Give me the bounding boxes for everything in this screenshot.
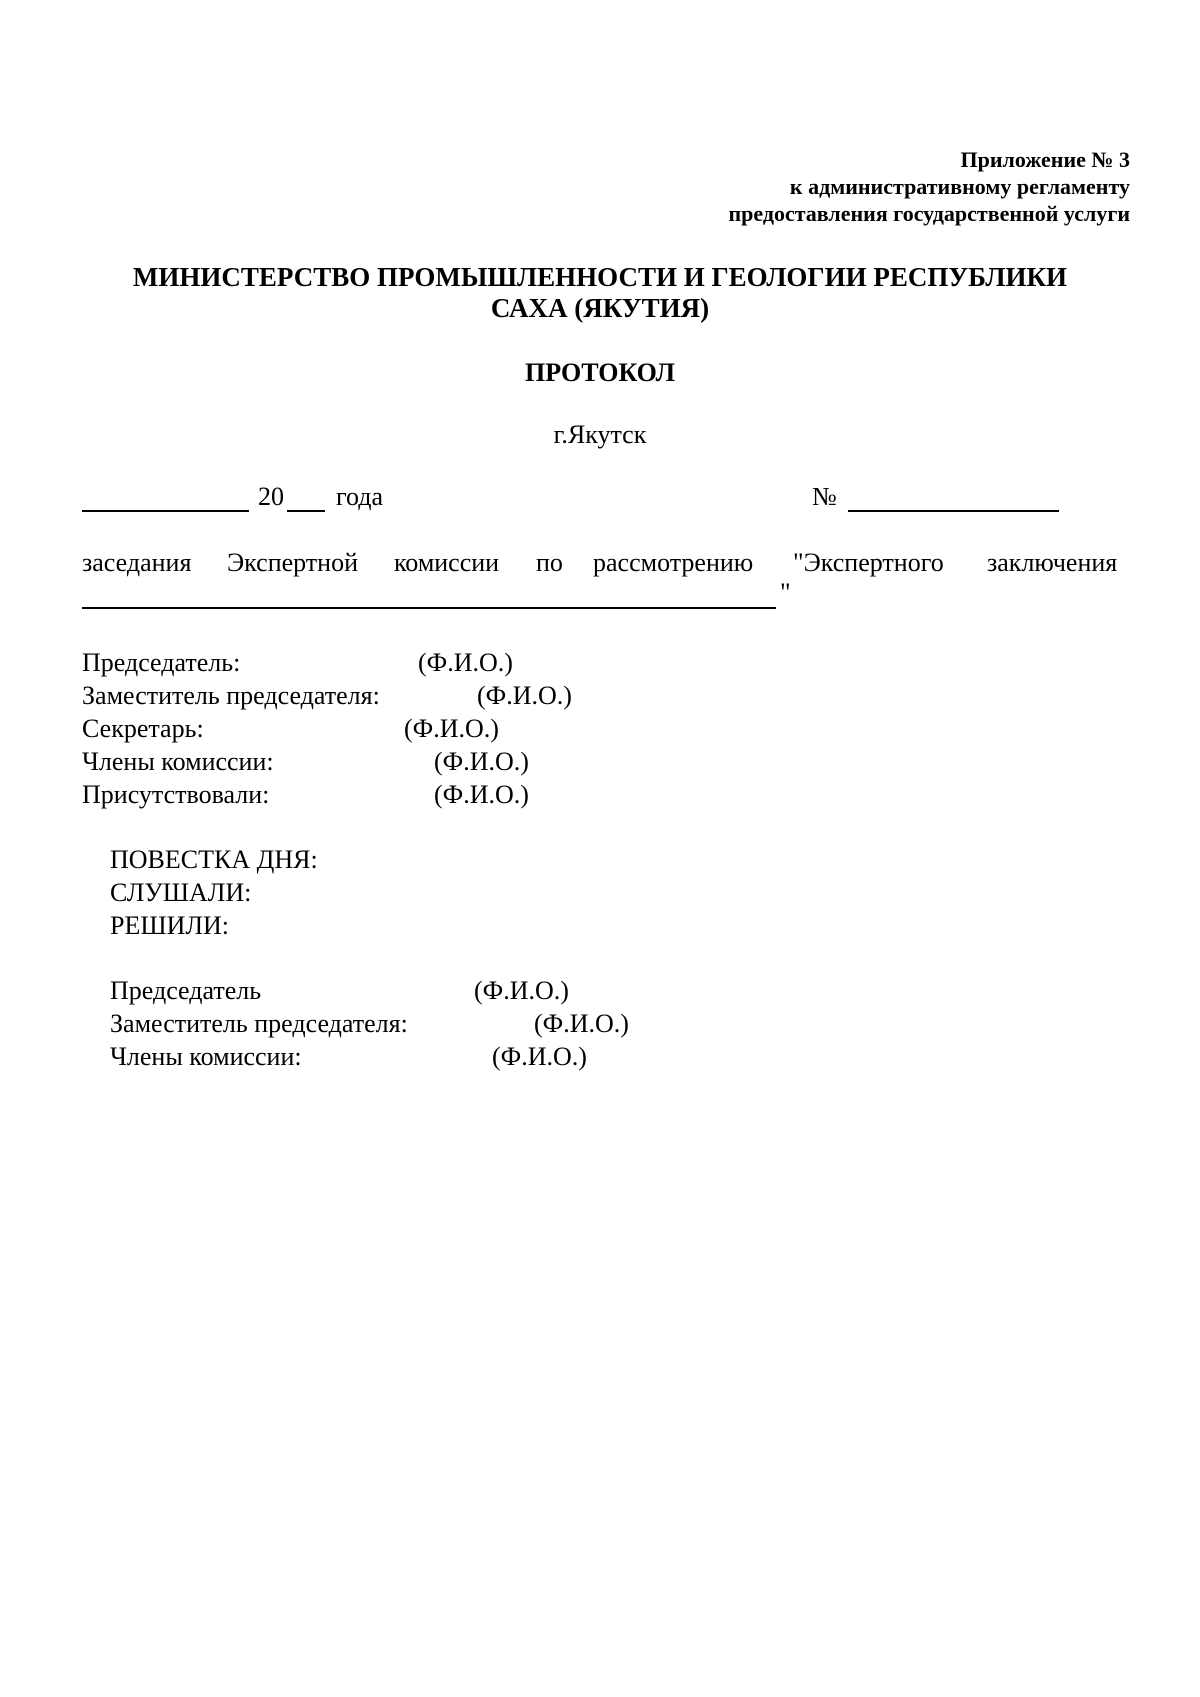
number-sign: № [812,482,837,511]
attendee-role: Секретарь: [82,714,204,743]
ministry-title [80,262,1120,324]
attendee-role: Заместитель председателя: [82,681,380,710]
attendee-name: (Ф.И.О.) [404,714,499,743]
signature-role: Заместитель председателя: [110,1009,408,1038]
heard-label: СЛУШАЛИ: [110,878,252,907]
purpose-word: заседания [82,548,192,577]
agenda-label: ПОВЕСТКА ДНЯ: [110,845,318,874]
year-suffix: года [336,482,384,511]
purpose-word: рассмотрению [593,548,754,577]
purpose-word: заключения [987,548,1118,577]
purpose-word: комиссии [394,548,500,577]
city-name: г.Якутск [553,420,647,449]
attendee-name: (Ф.И.О.) [418,648,513,677]
decided-label: РЕШИЛИ: [110,911,229,940]
attendee-name: (Ф.И.О.) [434,747,529,776]
appendix-service: предоставления государственной услуги [728,201,1130,226]
purpose-word: по [536,548,563,577]
attendee-role: Члены комиссии: [82,747,274,776]
attendee-role: Председатель: [82,648,241,677]
attendee-role: Присутствовали: [82,780,270,809]
attendee-name: (Ф.И.О.) [434,780,529,809]
appendix-regulation: к административному регламенту [789,174,1130,199]
signature-name: (Ф.И.О.) [474,976,569,1005]
signature-role: Председатель [110,976,262,1005]
closing-quote: " [780,578,791,607]
signature-name: (Ф.И.О.) [492,1042,587,1071]
year-blank [287,510,325,512]
date-number-line [82,482,1122,522]
signature-role: Члены комиссии: [110,1042,302,1071]
purpose-word: "Экспертного [793,548,944,577]
date-day-blank [82,510,249,512]
purpose-word: Экспертной [227,548,358,577]
signature-name: (Ф.И.О.) [534,1009,629,1038]
appendix-block [510,146,1130,227]
attendee-name: (Ф.И.О.) [477,681,572,710]
year-prefix: 20 [258,482,284,511]
protocol-heading: ПРОТОКОЛ [525,358,675,387]
appendix-number: Приложение № 3 [960,147,1130,172]
ministry-title-line2: САХА (ЯКУТИЯ) [490,293,710,323]
ministry-title-line1: МИНИСТЕРСТВО ПРОМЫШЛЕННОСТИ И ГЕОЛОГИИ РЕСПУБЛИКИ [132,262,1068,292]
protocol-number-blank [848,510,1059,512]
conclusion-title-blank [82,607,776,609]
meeting-purpose [82,548,1122,628]
